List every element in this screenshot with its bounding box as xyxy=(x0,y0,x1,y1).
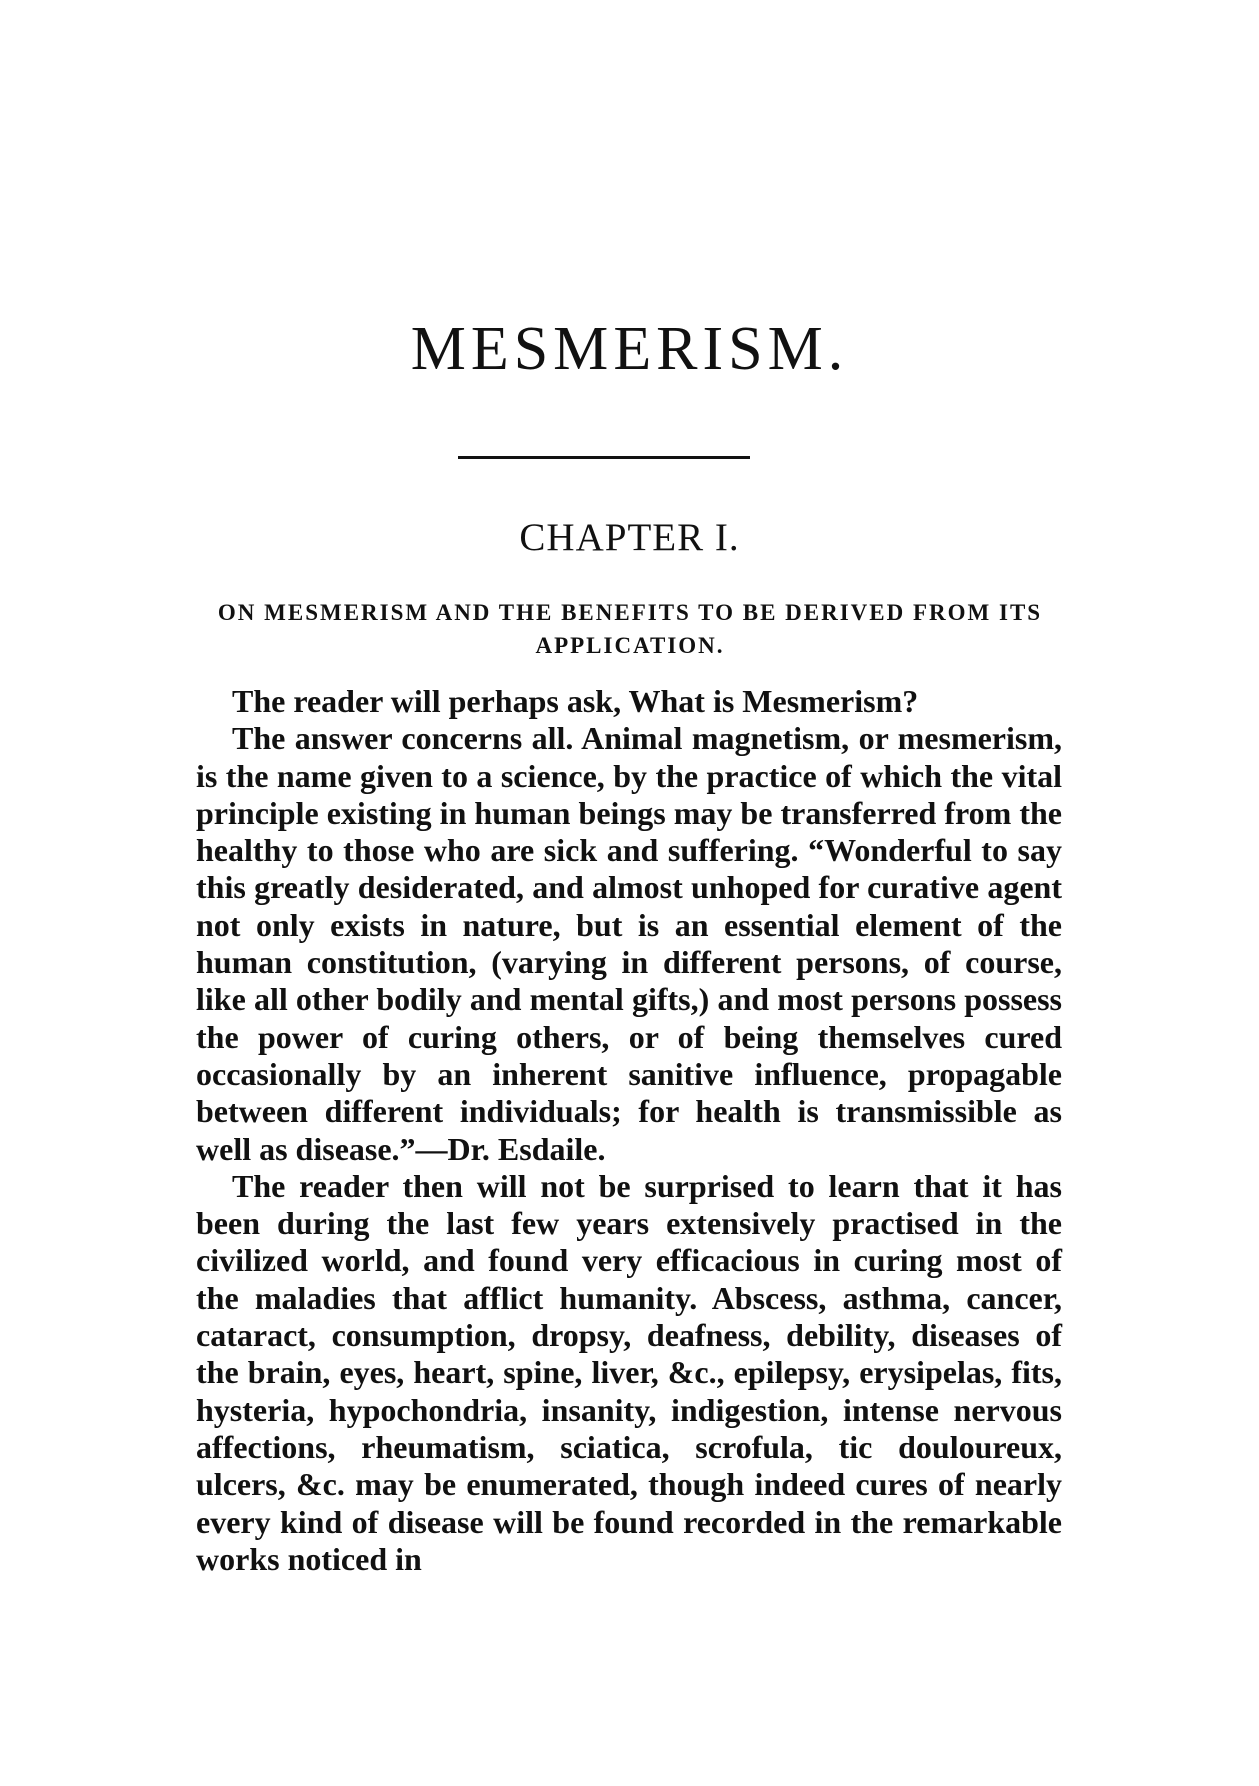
paragraph-2: The answer concerns all. Animal magnetism, or mesmerism, is the name given to a science, by the practice of which the vital principle existing in human beings may be transferred from the healthy to those who are sick and suffering. “Wonderful to say this greatly desiderated, and almost unhoped for curative agent not only exists in nature, but is an essential element of the human constitution, (varying in different persons, of course, like all other bodily and mental gifts,) and most persons possess the power of curing others, or of being themselves cured occasionally by an inherent sanitive influence, propagable between different individuals; for health is transmissible as well as disease.”—Dr. Esdaile. xyxy=(196,720,1062,1167)
paragraph-3: The reader then will not be surprised to learn that it has been during the last few years extensively practised in the civilized world, and found very efficacious in curing most of the maladies that afflict humanity. Abscess, asthma, cancer, cataract, consumption, dropsy, deafness, debility, diseases of the brain, eyes, heart, spine, liver, &c., epilepsy, erysipelas, fits, hysteria, hypochondria, insanity, indigestion, intense nervous affections, rheumatism, sciatica, scrofula, tic douloureux, ulcers, &c. may be enumerated, though indeed cures of nearly every kind of disease will be found recorded in the remarkable works noticed in xyxy=(196,1167,1062,1577)
chapter-heading: CHAPTER I. xyxy=(519,516,740,559)
title-divider xyxy=(458,456,750,459)
paragraph-1: The reader will perhaps ask, What is Mesmerism? xyxy=(232,683,919,719)
page-title: MESMERISM. xyxy=(410,315,849,383)
chapter-body xyxy=(196,683,1062,1578)
chapter-subtitle: ON MESMERISM AND THE BENEFITS TO BE DERIVED FROM ITS APPLICATION. xyxy=(217,600,1043,658)
